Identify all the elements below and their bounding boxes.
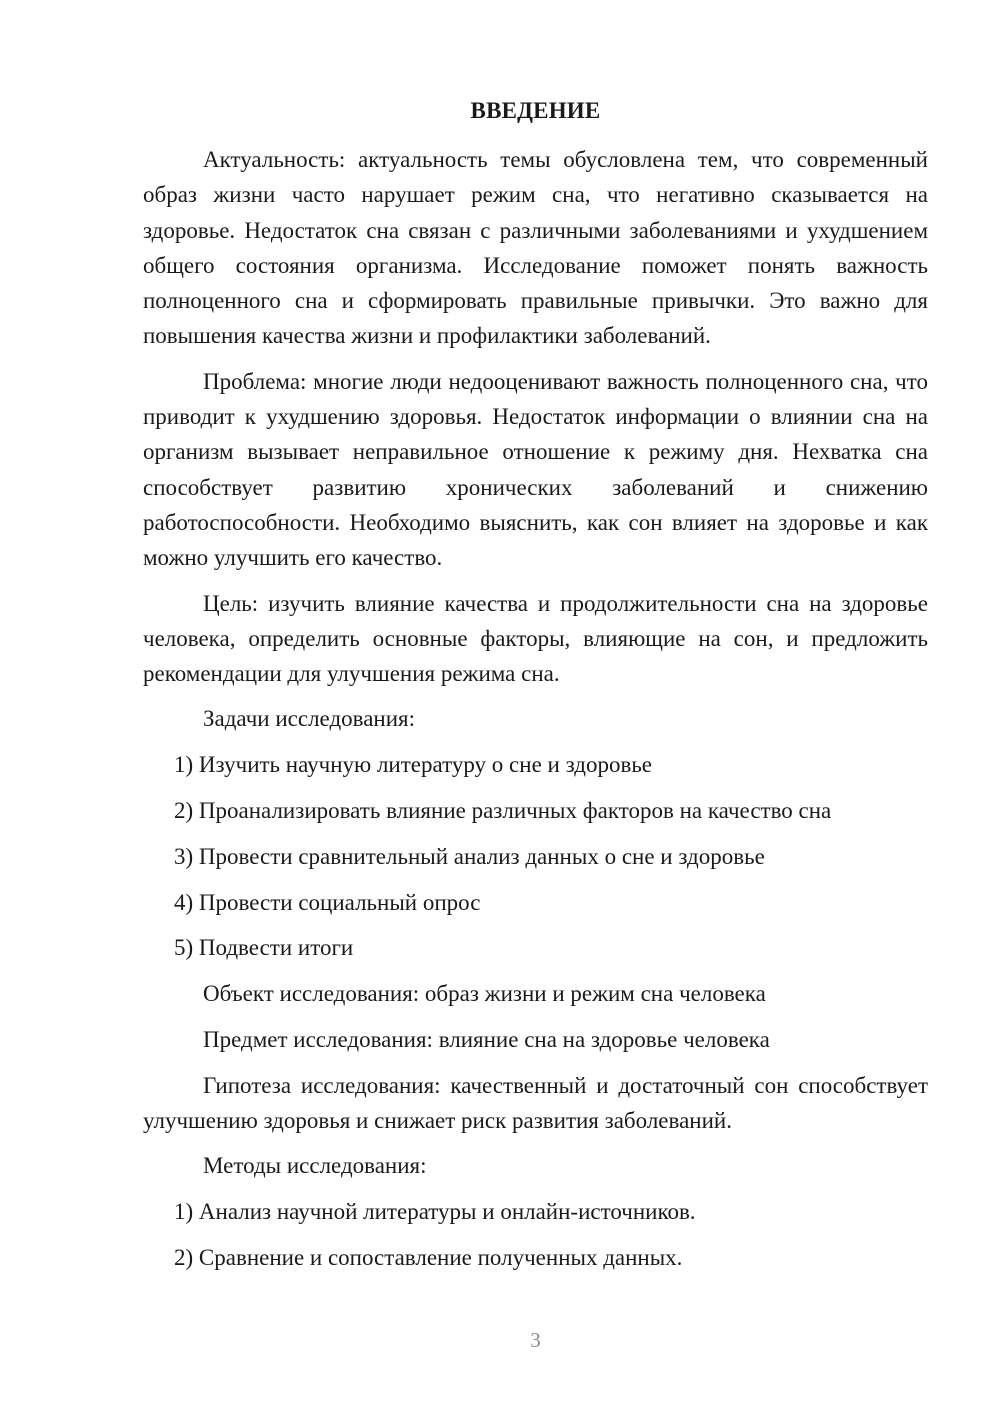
tasks-heading: Задачи исследования: xyxy=(203,706,416,732)
list-item: 1) Анализ научной литературы и онлайн-источников. xyxy=(174,1199,696,1225)
paragraph-goal: Цель: изучить влияние качества и продолжительности сна на здоровье человека, определить основные факторы, влияющие на сон, и предложить рекомендации для улучшения режима сна. xyxy=(143,590,928,687)
paragraph-problem: Проблема: многие люди недооценивают важность полноценного сна, что приводит к ухудшению здоровья. Недостаток информации о влиянии сна на организм вызывает неправильное отношение к режиму дня. Нехватка сна способствует развитию хронических заболеваний и снижению работоспособности. Необходимо выяснить, как сон влияет на здоровье и как можно улучшить его качество. xyxy=(143,368,928,571)
list-item: 2) Сравнение и сопоставление полученных данных. xyxy=(174,1245,683,1271)
list-item: 3) Провести сравнительный анализ данных о сне и здоровье xyxy=(174,843,765,869)
paragraph-hypothesis: Гипотеза исследования: качественный и достаточный сон способствует улучшению здоровья и снижает риск развития заболеваний. xyxy=(143,1072,928,1134)
list-item: 4) Провести социальный опрос xyxy=(174,889,481,915)
page-number: 3 xyxy=(530,1328,541,1352)
paragraph-relevance: Актуальность: актуальность темы обусловлена тем, что современный образ жизни часто нарушает режим сна, что негативно сказывается на здоровье. Недостаток сна связан с различными заболеваниями и ухудшением общего состояния организма. Исследование поможет понять важность полноценного сна и сформировать правильные привычки. Это важно для повышения качества жизни и профилактики заболеваний. xyxy=(143,147,928,349)
paragraph-subject: Предмет исследования: влияние сна на здоровье человека xyxy=(203,1027,770,1053)
methods-heading: Методы исследования: xyxy=(203,1153,427,1179)
page-body xyxy=(143,142,928,1286)
page-title: ВВЕДЕНИЕ xyxy=(470,98,601,123)
list-item: 1) Изучить научную литературу о сне и здоровье xyxy=(174,752,653,778)
list-item: 5) Подвести итоги xyxy=(174,935,354,961)
tasks-list xyxy=(143,747,928,965)
methods-list xyxy=(143,1194,928,1275)
paragraph-object: Объект исследования: образ жизни и режим сна человека xyxy=(203,981,766,1007)
list-item: 2) Проанализировать влияние различных факторов на качество сна xyxy=(174,798,832,824)
